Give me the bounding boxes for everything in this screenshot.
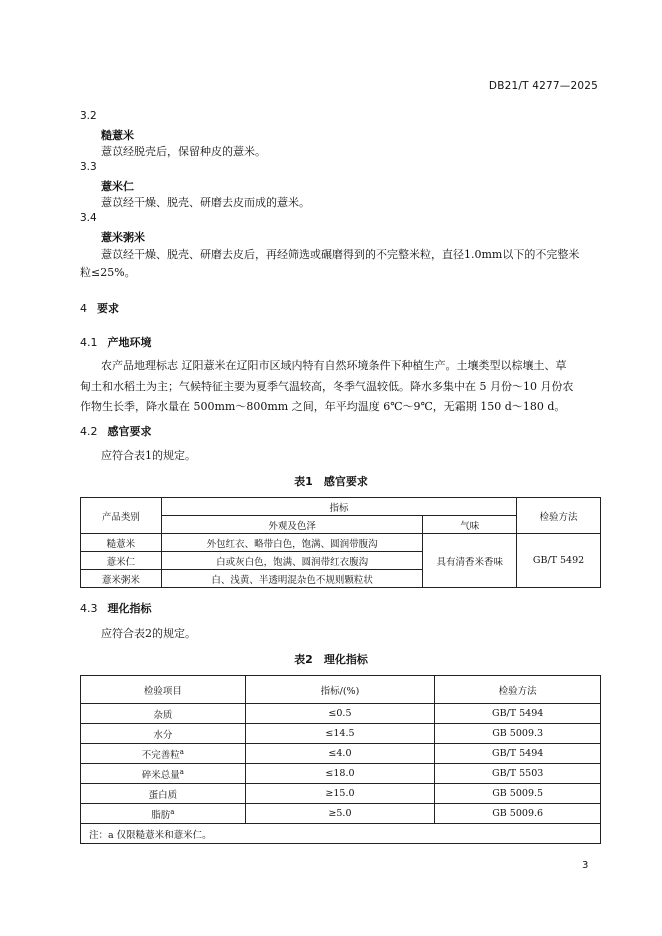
table-cell: 杂质 [81,704,246,724]
table-cell: GB 5009.3 [435,724,601,744]
section-title: 感官要求 [107,425,152,438]
table-header: 检验方法 [435,676,601,704]
table-note: 注：a 仅限糙薏米和薏米仁。 [81,824,601,844]
term-number: 3.4 [80,212,97,224]
subsection-heading [80,423,152,439]
table-cell: GB 5009.5 [435,784,601,804]
table-cell: GB/T 5492 [517,534,601,588]
section-title: 产地环境 [107,336,152,349]
table-header: 指标 [161,498,516,516]
term-definition-line: 薏苡经干燥、脱壳、研磨去皮后，再经筛选或碾磨得到的不完整米粒，直径1.0mm以下的不完整米 [101,248,580,261]
table-cell: 具有清香米香味 [423,534,517,588]
section-title: 理化指标 [107,602,152,615]
table-cell: ≤14.5 [245,724,435,744]
section-number: 4.2 [80,425,98,438]
term-definition: 薏苡经脱壳后，保留种皮的薏米。 [101,145,266,158]
term-number: 3.3 [80,161,97,173]
table-cell: ≥15.0 [245,784,435,804]
paragraph-line: 农产品地理标志 辽阳薏米在辽阳市区域内特有自然环境条件下种植生产。土壤类型以棕壤土、草 [101,359,567,372]
table-header: 指标/(%) [245,676,435,704]
table-header: 检验方法 [517,498,601,534]
term-number: 3.2 [80,110,97,122]
page-number: 3 [582,860,589,871]
sensory-table [80,497,601,588]
table-cell: 糙薏米 [81,534,162,552]
table-cell: 薏米粥米 [81,570,162,588]
subsection-heading [80,334,152,350]
table-cell: ≤0.5 [245,704,435,724]
table-cell: 薏米仁 [81,552,162,570]
table-row [81,724,601,744]
table-row [81,704,601,724]
term-name: 糙薏米 [101,129,134,142]
table-cell: ≤4.0 [245,744,435,764]
table-cell: 外包红衣、略带白色，饱满、圆润带腹沟 [161,534,422,552]
table2-caption: 表2 理化指标 [294,653,368,666]
table-cell: 脂肪$^a$ [81,804,246,824]
table1-caption: 表1 感官要求 [294,475,368,488]
table-cell: GB 5009.6 [435,804,601,824]
term-name: 薏米粥米 [101,231,145,244]
table-cell: ≤18.0 [245,764,435,784]
table-cell: 蛋白质 [81,784,246,804]
paragraph-line: 甸土和水稻土为主；气候特征主要为夏季气温较高，冬季气温较低。降水多集中在 5 月份～10 月份农 [80,380,574,393]
term-definition: 薏苡经干燥、脱壳、研磨去皮而成的薏米。 [101,196,310,209]
paragraph: 应符合表2的规定。 [101,627,196,640]
table-cell: 不完善粒$^a$ [81,744,246,764]
table-row [81,784,601,804]
section-number: 4 [80,302,87,315]
document-id: DB21/T 4277—2025 [488,80,598,92]
paragraph: 应符合表1的规定。 [101,449,196,462]
footnote-mark: a [179,767,184,776]
subsection-heading [80,600,152,616]
table-cell: ≥5.0 [245,804,435,824]
term-definition-line: 粒≤25%。 [80,266,136,279]
table-row [81,764,601,784]
footnote-mark: a [179,747,184,756]
section-number: 4.3 [80,602,98,615]
physicochemical-table [80,675,601,844]
table-cell: 白、浅黄、半透明混杂色不规则颗粒状 [161,570,422,588]
table-cell: GB/T 5503 [435,764,601,784]
table-cell: GB/T 5494 [435,744,601,764]
table-header: 气味 [423,516,517,534]
table-header: 外观及色泽 [161,516,422,534]
table-cell: GB/T 5494 [435,704,601,724]
table-row [81,534,601,552]
section-title: 要求 [97,302,119,315]
table-cell: 水分 [81,724,246,744]
paragraph-line: 作物生长季，降水量在 500mm～800mm 之间，年平均温度 6℃～9℃，无霜期 150 d～180 d。 [80,400,566,413]
table-cell: 碎米总量$^a$ [81,764,246,784]
table-cell: 白或灰白色，饱满、圆润带红衣腹沟 [161,552,422,570]
table-row [81,804,601,824]
term-name: 薏米仁 [101,180,134,193]
footnote-mark: a [170,807,175,816]
table-row [81,744,601,764]
section-heading [80,300,119,316]
table-header: 产品类别 [81,498,162,534]
section-number: 4.1 [80,336,98,349]
table-header: 检验项目 [81,676,246,704]
